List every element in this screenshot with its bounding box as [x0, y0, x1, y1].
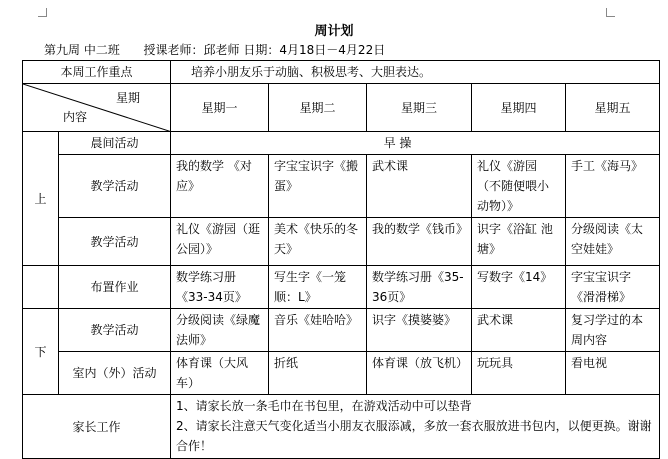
row-label: 布置作业	[59, 266, 171, 309]
plan-cell: 礼仪《游园（逛公园）》	[171, 218, 269, 266]
table-row	[23, 266, 660, 309]
day-header: 星期四	[472, 84, 566, 132]
plan-cell: 写数字《14》	[472, 266, 566, 309]
plan-cell: 数学练习册《33-34页》	[171, 266, 269, 309]
focus-label: 本周工作重点	[23, 61, 171, 84]
plan-cell: 复习学过的本周内容	[566, 309, 660, 352]
row-label: 家长工作	[23, 395, 171, 459]
plan-cell: 美术《快乐的冬天》	[269, 218, 367, 266]
section-afternoon: 下	[23, 309, 59, 395]
diagonal-line	[23, 84, 171, 132]
table-row	[23, 395, 660, 459]
plan-cell: 识字《摸婆婆》	[367, 309, 472, 352]
plan-cell: 数学练习册《35-36页》	[367, 266, 472, 309]
plan-cell: 武术课	[367, 155, 472, 218]
weekly-plan-table	[22, 60, 660, 459]
page-corner-mark	[606, 8, 615, 17]
plan-cell: 手工《海马》	[566, 155, 660, 218]
plan-cell: 字宝宝识字《搬蛋》	[269, 155, 367, 218]
plan-cell: 折纸	[269, 352, 367, 395]
plan-cell: 武术课	[472, 309, 566, 352]
plan-header	[44, 41, 385, 58]
teacher-label: 授课老师：	[143, 43, 204, 57]
teacher-name: 邱老师	[203, 43, 240, 57]
plan-cell: 我的数学 《对应》	[171, 155, 269, 218]
date-label: 日期：	[243, 43, 280, 57]
plan-cell: 分级阅读《绿魔法师》	[171, 309, 269, 352]
date-range: 4月18日－4月22日	[279, 43, 386, 57]
parents-notes	[171, 395, 660, 459]
plan-cell: 识字《浴缸 池塘》	[472, 218, 566, 266]
focus-content: 培养小朋友乐于动脑、积极思考、大胆表达。	[171, 61, 660, 84]
diagonal-header-cell	[23, 84, 171, 132]
table-row	[23, 132, 660, 155]
page-corner-mark	[38, 8, 47, 17]
section-spacer	[23, 266, 59, 309]
parents-note-line: 2、请家长注意天气变化适当小朋友衣服添减，多放一套衣服放进书包内，以便更换。谢谢合作！	[176, 419, 652, 453]
plan-cell: 我的数学《钱币》	[367, 218, 472, 266]
morning-exercise-content: 早 操	[171, 132, 660, 155]
plan-cell: 体育课（大风车）	[171, 352, 269, 395]
diagonal-label-weekday: 星期	[116, 91, 141, 105]
plan-cell: 体育课（放飞机）	[367, 352, 472, 395]
plan-cell: 玩玩具	[472, 352, 566, 395]
table-row	[23, 84, 660, 132]
table-row	[23, 218, 660, 266]
plan-cell: 分级阅读《太空娃娃》	[566, 218, 660, 266]
day-header: 星期五	[566, 84, 660, 132]
class-text: 中二班	[83, 43, 120, 57]
row-label: 室内（外）活动	[59, 352, 171, 395]
row-label: 教学活动	[59, 155, 171, 218]
plan-cell: 写生字《一笼顺：L》	[269, 266, 367, 309]
table-row	[23, 309, 660, 352]
plan-cell: 礼仪《游园（不随便喂小动物）》	[472, 155, 566, 218]
page-title: 周计划	[314, 24, 354, 39]
day-header: 星期三	[367, 84, 472, 132]
week-text: 第九周	[44, 43, 81, 57]
table-row	[23, 61, 660, 84]
row-label: 晨间活动	[59, 132, 171, 155]
table-row	[23, 155, 660, 218]
plan-cell: 看电视	[566, 352, 660, 395]
plan-cell: 音乐《娃哈哈》	[269, 309, 367, 352]
plan-cell: 字宝宝识字《滑滑梯》	[566, 266, 660, 309]
table-row	[23, 352, 660, 395]
section-morning: 上	[23, 132, 59, 266]
diagonal-label-content: 内容	[63, 110, 88, 124]
parents-note-line: 1、请家长放一条毛巾在书包里，在游戏活动中可以垫背	[176, 399, 472, 413]
row-label: 教学活动	[59, 309, 171, 352]
row-label: 教学活动	[59, 218, 171, 266]
day-header: 星期二	[269, 84, 367, 132]
day-header: 星期一	[171, 84, 269, 132]
